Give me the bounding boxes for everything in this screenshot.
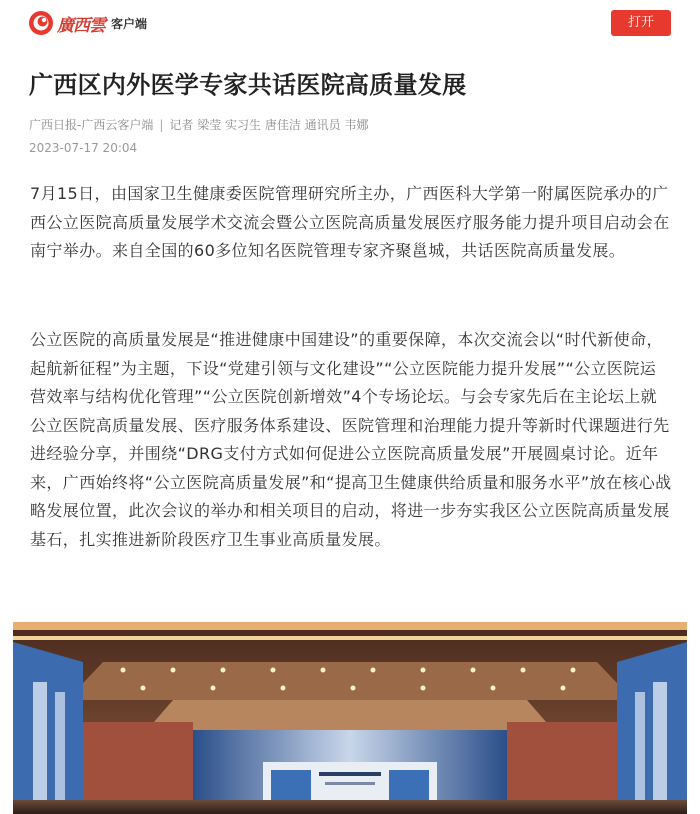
top-bar: [0, 0, 700, 46]
article-authors: 记者 梁莹 实习生 唐佳洁 通讯员 韦娜: [169, 118, 369, 132]
article-title: 广西区内外医学专家共话医院高质量发展: [29, 71, 467, 99]
byline-separator: |: [159, 118, 164, 132]
article-byline: [29, 116, 368, 134]
app-logo[interactable]: [28, 9, 147, 37]
guangxi-cloud-logo-icon: [28, 10, 54, 36]
article-paragraph: 公立医院的高质量发展是“推进健康中国建设”的重要保障，本次交流会以“时代新使命，起航新征程”为主题，下设“党建引领与文化建设”“公立医院能力提升发展”“公立医院运营效率与结构优化管理”“公立医院创新增效”4个专场论坛。与会专家先后在主论坛上就公立医院高质量发展、医疗服务体系建设、医院管理和治理能力提升等新时代课题进行先进经验分享，并围绕“DRG支付方式如何促进公立医院高质量发展”开展圆桌讨论。近年来，广西始终将“公立医院高质量发展”和“提高卫生健康供给质量和服务水平”放在核心战略发展位置，此次会议的举办和相关项目的启动，将进一步夯实我区公立医院高质量发展基石，扎实推进新阶段医疗卫生事业高质量发展。: [30, 330, 672, 549]
open-app-button[interactable]: 打开: [611, 10, 671, 36]
conference-hall-image: [13, 622, 687, 814]
article-photo[interactable]: [13, 622, 687, 814]
logo-brand-text: 廣西雲: [57, 15, 105, 36]
article-paragraph: 7月15日，由国家卫生健康委医院管理研究所主办，广西医科大学第一附属医院承办的广西公立医院高质量发展学术交流会暨公立医院高质量发展医疗服务能力提升项目启动会在南宁举办。来自全国的60多位知名医院管理专家齐聚邕城，共话医院高质量发展。: [30, 184, 670, 260]
logo-subtitle: 客户端: [111, 16, 148, 31]
publish-date: 2023-07-17 20:04: [29, 141, 138, 155]
article-source: 广西日报-广西云客户端: [29, 118, 154, 132]
